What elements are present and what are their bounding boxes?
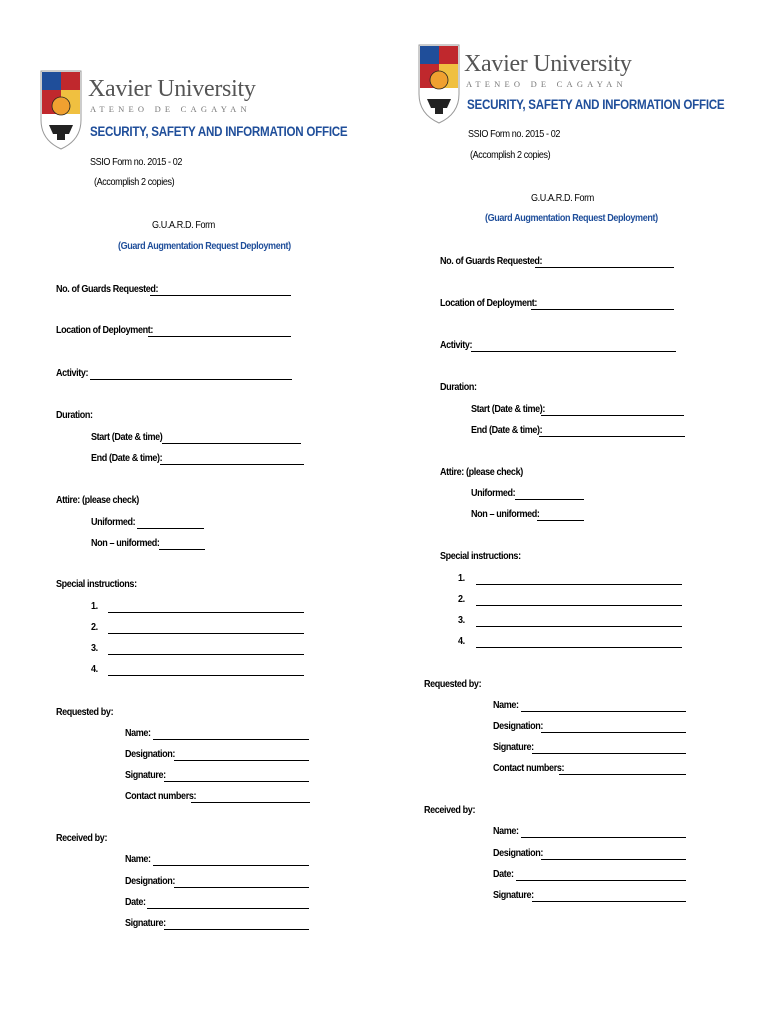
- rec-designation-label: Designation:: [493, 847, 544, 859]
- req-designation-line[interactable]: [174, 760, 309, 761]
- guards-label: No. of Guards Requested:: [56, 283, 159, 295]
- req-signature-label: Signature:: [493, 741, 534, 753]
- form-number: SSIO Form no. 2015 - 02: [468, 128, 560, 140]
- req-name-label: Name:: [493, 699, 519, 711]
- location-label: Location of Deployment:: [440, 297, 537, 309]
- university-name: Xavier University: [88, 76, 256, 102]
- uniformed-line[interactable]: [515, 499, 584, 500]
- end-line[interactable]: [160, 464, 304, 465]
- req-name-line[interactable]: [153, 739, 309, 740]
- office-title: SECURITY, SAFETY AND INFORMATION OFFICE: [467, 97, 725, 112]
- special-num-1: 1.: [458, 572, 465, 584]
- university-name: Xavier University: [464, 51, 632, 77]
- xavier-seal-icon: [40, 70, 82, 150]
- received-by-label: Received by:: [56, 832, 108, 844]
- req-designation-label: Designation:: [493, 720, 544, 732]
- start-line[interactable]: [162, 443, 301, 444]
- special-num-1: 1.: [91, 600, 98, 612]
- form-name: G.U.A.R.D. Form: [531, 192, 594, 204]
- university-logo: [40, 70, 82, 150]
- req-name-label: Name:: [125, 727, 151, 739]
- location-line[interactable]: [148, 336, 291, 337]
- uniformed-label: Uniformed:: [471, 487, 516, 499]
- special-line-1[interactable]: [108, 612, 304, 613]
- req-contact-label: Contact numbers:: [125, 790, 197, 802]
- office-title: SECURITY, SAFETY AND INFORMATION OFFICE: [90, 124, 348, 139]
- form-copy-right: [385, 0, 770, 1024]
- location-line[interactable]: [531, 309, 674, 310]
- special-num-2: 2.: [458, 593, 465, 605]
- rec-designation-label: Designation:: [125, 875, 176, 887]
- xavier-seal-icon: [418, 44, 460, 124]
- req-signature-line[interactable]: [532, 753, 686, 754]
- non-uniformed-label: Non – uniformed:: [91, 537, 160, 549]
- duration-label: Duration:: [56, 409, 93, 421]
- requested-by-label: Requested by:: [56, 706, 114, 718]
- location-label: Location of Deployment:: [56, 324, 153, 336]
- form-full-name: (Guard Augmentation Request Deployment): [118, 240, 291, 252]
- form-full-name: (Guard Augmentation Request Deployment): [485, 212, 658, 224]
- rec-name-line[interactable]: [153, 865, 309, 866]
- rec-date-label: Date:: [493, 868, 514, 880]
- form-number: SSIO Form no. 2015 - 02: [90, 156, 182, 168]
- uniformed-label: Uniformed:: [91, 516, 136, 528]
- special-line-1[interactable]: [476, 584, 682, 585]
- university-logo: [418, 44, 460, 124]
- special-label: Special instructions:: [56, 578, 137, 590]
- special-line-4[interactable]: [476, 647, 682, 648]
- special-num-3: 3.: [91, 642, 98, 654]
- duration-label: Duration:: [440, 381, 477, 393]
- activity-label: Activity:: [56, 367, 89, 379]
- rec-signature-line[interactable]: [532, 901, 686, 902]
- special-line-2[interactable]: [108, 633, 304, 634]
- special-line-4[interactable]: [108, 675, 304, 676]
- ateneo-subtitle: ATENEO DE CAGAYAN: [90, 104, 251, 114]
- special-line-2[interactable]: [476, 605, 682, 606]
- activity-label: Activity:: [440, 339, 473, 351]
- non-uniformed-line[interactable]: [159, 549, 205, 550]
- rec-name-label: Name:: [125, 853, 151, 865]
- non-uniformed-line[interactable]: [537, 520, 584, 521]
- req-name-line[interactable]: [521, 711, 686, 712]
- special-num-4: 4.: [458, 635, 465, 647]
- rec-signature-line[interactable]: [164, 929, 309, 930]
- rec-name-label: Name:: [493, 825, 519, 837]
- requested-by-label: Requested by:: [424, 678, 482, 690]
- req-contact-label: Contact numbers:: [493, 762, 565, 774]
- activity-line[interactable]: [471, 351, 676, 352]
- req-designation-label: Designation:: [125, 748, 176, 760]
- form-name: G.U.A.R.D. Form: [152, 219, 215, 231]
- activity-line[interactable]: [90, 379, 292, 380]
- req-contact-line[interactable]: [559, 774, 686, 775]
- guards-line[interactable]: [150, 295, 291, 296]
- attire-label: Attire: (please check): [56, 494, 139, 506]
- rec-designation-line[interactable]: [541, 859, 686, 860]
- start-label: Start (Date & time):: [471, 403, 546, 415]
- guards-line[interactable]: [535, 267, 674, 268]
- req-signature-label: Signature:: [125, 769, 166, 781]
- end-label: End (Date & time):: [91, 452, 163, 464]
- non-uniformed-label: Non – uniformed:: [471, 508, 540, 520]
- rec-name-line[interactable]: [521, 837, 686, 838]
- rec-date-line[interactable]: [147, 908, 309, 909]
- rec-date-line[interactable]: [516, 880, 686, 881]
- received-by-label: Received by:: [424, 804, 476, 816]
- end-label: End (Date & time):: [471, 424, 543, 436]
- attire-label: Attire: (please check): [440, 466, 523, 478]
- req-designation-line[interactable]: [541, 732, 686, 733]
- req-signature-line[interactable]: [164, 781, 309, 782]
- end-line[interactable]: [539, 436, 685, 437]
- copies-note: (Accomplish 2 copies): [470, 149, 551, 161]
- special-num-4: 4.: [91, 663, 98, 675]
- rec-signature-label: Signature:: [125, 917, 166, 929]
- guards-label: No. of Guards Requested:: [440, 255, 543, 267]
- rec-date-label: Date:: [125, 896, 146, 908]
- special-label: Special instructions:: [440, 550, 521, 562]
- ateneo-subtitle: ATENEO DE CAGAYAN: [466, 79, 627, 89]
- rec-signature-label: Signature:: [493, 889, 534, 901]
- start-line[interactable]: [541, 415, 684, 416]
- special-num-2: 2.: [91, 621, 98, 633]
- start-label: Start (Date & time): [91, 431, 163, 443]
- rec-designation-line[interactable]: [174, 887, 309, 888]
- uniformed-line[interactable]: [137, 528, 204, 529]
- copies-note: (Accomplish 2 copies): [94, 176, 175, 188]
- special-line-3[interactable]: [108, 654, 304, 655]
- special-line-3[interactable]: [476, 626, 682, 627]
- req-contact-line[interactable]: [191, 802, 310, 803]
- special-num-3: 3.: [458, 614, 465, 626]
